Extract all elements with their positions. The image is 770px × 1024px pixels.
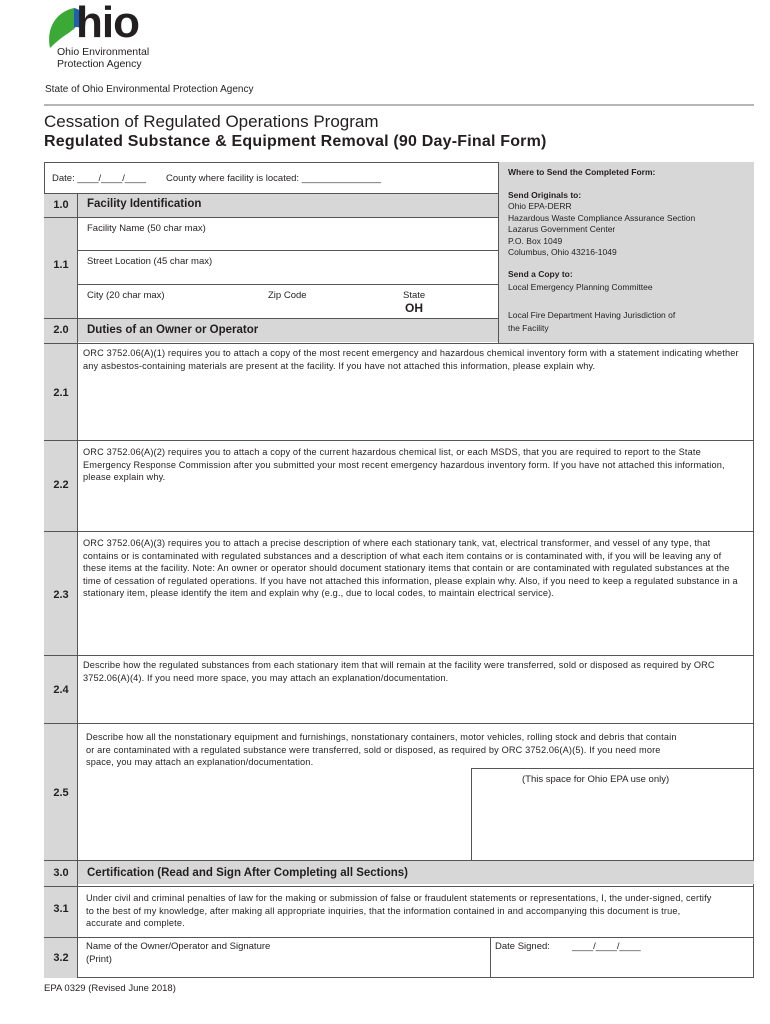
item-2-5-text: Describe how all the nonstationary equipment and furnishings, nonstationary containers, motor vehicles, rolling stock and debris that contain or are contaminated with a regulated substance were transferred, sold or disposed, as required by ORC 3752.06(A)(5). If you need more space, you may attach an explanation/documentation. bbox=[86, 732, 677, 767]
item-2-1-number: 2.1 bbox=[53, 387, 69, 399]
section-2-title: Duties of an Owner or Operator bbox=[87, 324, 259, 336]
address-line: P.O. Box 1049 bbox=[508, 235, 563, 246]
section-1-1-number: 1.1 bbox=[53, 259, 69, 271]
item-2-3-text: ORC 3752.06(A)(3) requires you to attach a precise description of where each stationary tank, vat, electrical transformer, and vessel of any type, that contains or is contaminated with regulated substances and a description of what each item contains or is contaminated with, if you will be leaving any of these items at the facility. Note: An owner or operator should document stationary items that contain or are contaminated with regulated substances at the time of cessation of regulated operations. If you have not attached this information, please explain why. Also, if you need to keep a regulated substance in a stationary item, please identify the item and explain why (e.g., due to local codes, to maintain electrical service). bbox=[83, 538, 738, 598]
section-3-title: Certification (Read and Sign After Completing all Sections) bbox=[87, 867, 408, 879]
section-2-number: 2.0 bbox=[53, 324, 69, 336]
row-divider bbox=[44, 531, 754, 532]
form-title: Regulated Substance & Equipment Removal (90 Day-Final Form) bbox=[44, 133, 547, 150]
row-divider bbox=[44, 343, 754, 344]
item-2-3-number: 2.3 bbox=[53, 589, 69, 601]
date-signed-field[interactable]: ____/____/____ bbox=[572, 941, 641, 952]
zip-field[interactable]: Zip Code bbox=[268, 290, 307, 301]
logo-subtitle bbox=[57, 46, 149, 70]
city-field[interactable]: City (20 char max) bbox=[87, 290, 165, 301]
signature-divider bbox=[490, 937, 491, 978]
section-1-title: Facility Identification bbox=[87, 198, 202, 210]
section-3-number: 3.0 bbox=[53, 867, 69, 879]
item-2-4-number: 2.4 bbox=[53, 684, 69, 696]
send-heading: Where to Send the Completed Form: bbox=[508, 167, 656, 177]
item-2-2-number: 2.2 bbox=[53, 479, 69, 491]
form-number: EPA 0329 (Revised June 2018) bbox=[44, 983, 176, 994]
item-2-4-text: Describe how the regulated substances from each stationary item that will remain at the facility were transferred, sold or disposed as required by ORC 3752.06(A)(4). If you need more space, you may attach an explanation/documentation. bbox=[83, 660, 715, 683]
state-value: OH bbox=[405, 301, 423, 315]
item-2-2-text: ORC 3752.06(A)(2) requires you to attach a copy of the current hazardous chemical list, or each MSDS, that you are required to report to the State Emergency Response Commission after you submitted your most recent emergency hazardous inventory form. If you have not attached this information, please explain why. bbox=[83, 447, 725, 482]
item-3-1-number: 3.1 bbox=[53, 903, 69, 915]
row-divider bbox=[44, 937, 754, 938]
program-title: Cessation of Regulated Operations Program bbox=[44, 112, 379, 131]
send-copy-fire-2: the Facility bbox=[508, 323, 549, 333]
send-copy-fire-1: Local Fire Department Having Jurisdiction of bbox=[508, 310, 676, 320]
street-field[interactable]: Street Location (45 char max) bbox=[87, 256, 213, 267]
row-divider bbox=[78, 284, 498, 285]
agency-name: State of Ohio Environmental Protection Agency bbox=[45, 84, 254, 95]
section-1-number: 1.0 bbox=[53, 199, 69, 211]
address-line: Lazarus Government Center bbox=[508, 224, 616, 234]
state-label: State bbox=[403, 290, 426, 301]
logo-wordmark: hio bbox=[76, 0, 139, 47]
row-divider bbox=[44, 886, 754, 887]
owner-name-label: Name of the Owner/Operator and Signature bbox=[86, 941, 271, 952]
send-copy-label: Send a Copy to: bbox=[508, 269, 573, 279]
send-originals-address bbox=[508, 201, 695, 259]
row-divider bbox=[44, 655, 754, 656]
row-divider bbox=[44, 217, 498, 218]
row-divider bbox=[44, 723, 754, 724]
row-divider bbox=[78, 250, 498, 251]
send-originals-label: Send Originals to: bbox=[508, 190, 582, 200]
item-3-2-number: 3.2 bbox=[53, 952, 69, 964]
owner-print-label: (Print) bbox=[86, 953, 112, 965]
certification-text: Under civil and criminal penalties of law for the making or submission of false or fraudulent statements or representations, I, the under-signed, certify to the best of my knowledge, after making all appropriate inquiries, that the information contained in and accompanying this document is true, accurate and complete. bbox=[86, 893, 712, 928]
item-2-5-number: 2.5 bbox=[53, 787, 69, 799]
county-field[interactable]: County where facility is located: _______________ bbox=[166, 173, 381, 184]
item-2-1-text: ORC 3752.06(A)(1) requires you to attach a copy of the most recent emergency and hazardous chemical inventory form with a statement indicating whether any asbestos-containing materials are present at the facility. If you have not attached this information, please explain why. bbox=[83, 348, 739, 371]
date-signed-label: Date Signed: bbox=[495, 941, 550, 952]
owner-signature-field[interactable] bbox=[86, 941, 270, 966]
address-line: Columbus, Ohio 43216-1049 bbox=[508, 247, 617, 257]
send-copy-lepc: Local Emergency Planning Committee bbox=[508, 282, 653, 292]
address-line: Hazardous Waste Compliance Assurance Section bbox=[508, 212, 696, 223]
logo-sub-line2: Protection Agency bbox=[57, 58, 142, 70]
logo-sub-line1: Ohio Environmental bbox=[57, 46, 150, 58]
address-line: Ohio EPA-DERR bbox=[508, 201, 572, 211]
facility-name-field[interactable]: Facility Name (50 char max) bbox=[87, 223, 206, 234]
row-divider bbox=[44, 440, 754, 441]
date-field[interactable]: Date: ____/____/____ bbox=[52, 173, 147, 184]
epa-use-label: (This space for Ohio EPA use only) bbox=[522, 774, 670, 785]
header-divider bbox=[44, 104, 754, 106]
